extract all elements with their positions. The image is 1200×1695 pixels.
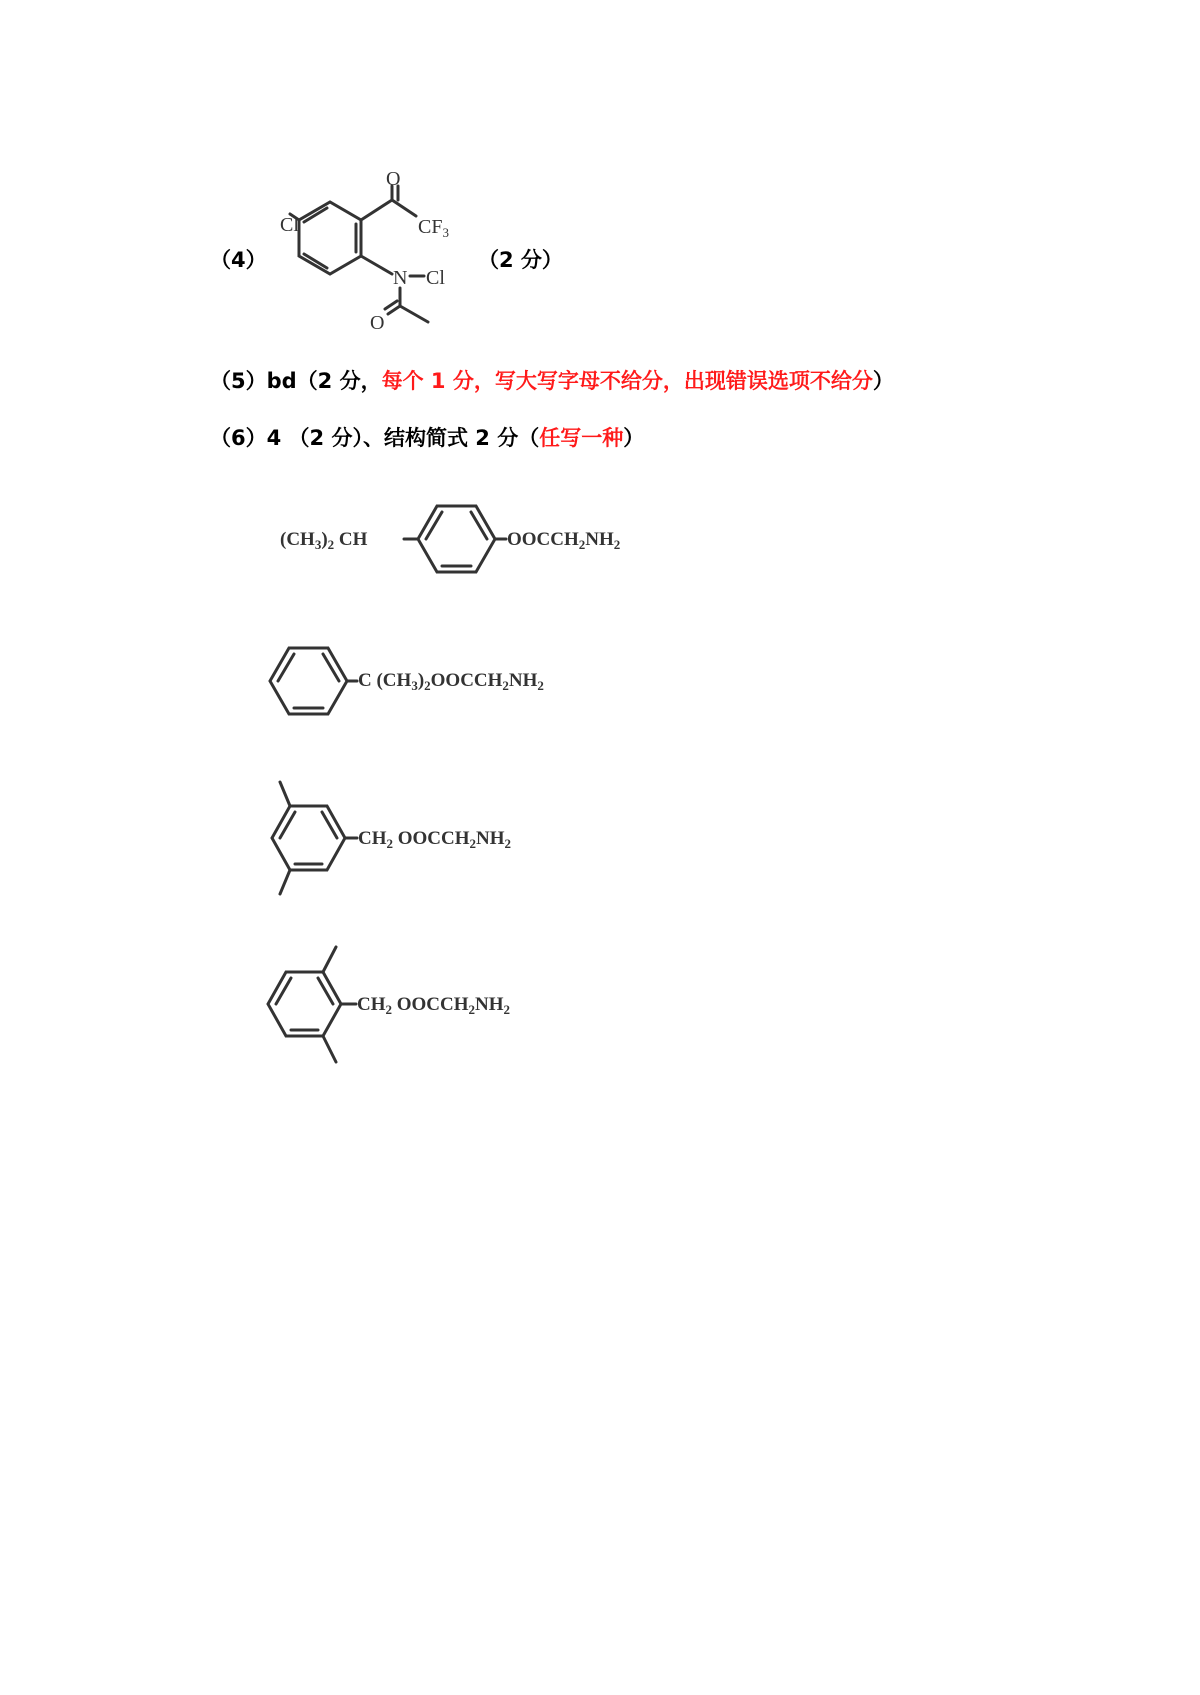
q4-n: N xyxy=(393,267,408,289)
structure-2 xyxy=(260,625,600,725)
s1-benzene-ring xyxy=(418,506,495,572)
s2-benzene-ring xyxy=(270,648,347,714)
q4-o-top: O xyxy=(386,168,401,190)
s1-right-group: $OOCCH_2NH_2$ xyxy=(507,529,621,552)
q4-benzene-ring xyxy=(299,202,361,274)
structure-1 xyxy=(270,480,690,590)
q4-structure xyxy=(270,168,470,335)
s1-left-group: $(CH_3)_2$ CH xyxy=(280,529,368,552)
q6-prefix: （6）4 （2 分）、结构简式 2 分（ xyxy=(210,426,540,450)
q4-score: （2 分） xyxy=(478,248,563,272)
q5-prefix: （5）bd（2 分， xyxy=(210,369,382,393)
q4-o-bottom: O xyxy=(370,312,385,334)
s2-chain: C $(CH_3)_2OOCCH_2NH_2$ xyxy=(358,670,544,693)
q4-n-cl: Cl xyxy=(426,267,445,289)
q5-line xyxy=(210,371,894,392)
s4-chain: $CH_2$ $OOCCH_2NH_2$ xyxy=(357,994,511,1017)
q6-suffix: ） xyxy=(623,426,645,450)
q5-note: 每个 1 分，写大写字母不给分，出现错误选项不给分 xyxy=(381,369,873,393)
q4-cl-ring: Cl xyxy=(280,214,299,236)
q5-suffix: ） xyxy=(872,369,894,393)
q4-cf3: $CF_3$ xyxy=(418,216,449,240)
q4-label: （4） xyxy=(210,248,267,272)
structure-3 xyxy=(260,770,580,905)
s4-benzene-ring xyxy=(268,972,341,1036)
q6-line xyxy=(210,428,644,449)
s3-benzene-ring xyxy=(272,806,345,870)
s3-chain: $CH_2$ $OOCCH_2NH_2$ xyxy=(358,828,512,851)
structure-4 xyxy=(258,935,578,1075)
q6-note: 任写一种 xyxy=(539,426,624,450)
